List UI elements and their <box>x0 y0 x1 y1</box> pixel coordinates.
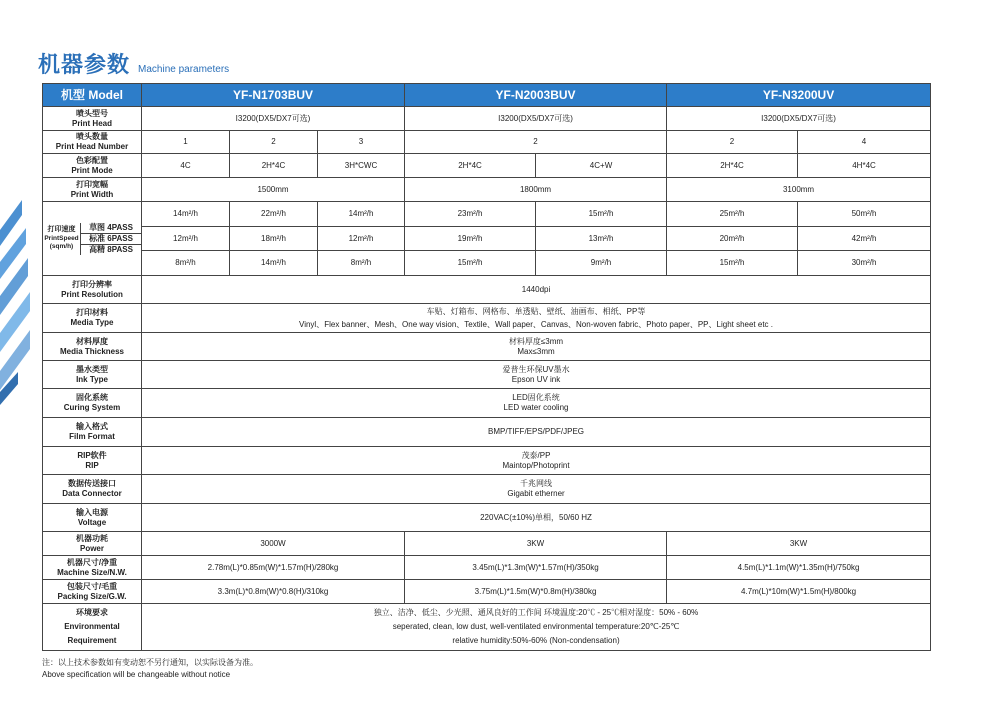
label-en: Curing System <box>63 403 121 412</box>
row-label-print-mode <box>43 154 142 178</box>
cell-value: 2 <box>405 131 667 154</box>
label-zh: 输入格式 <box>76 422 108 431</box>
cell-value: 4.7m(L)*10m(W)*1.5m(H)/800kg <box>667 580 931 604</box>
cell-value: 3H*CWC <box>318 154 405 178</box>
cell-value: 3000W <box>142 532 405 556</box>
table-row <box>43 475 931 504</box>
label-zh: 打印材料 <box>76 308 108 317</box>
value-line: 千兆网线 <box>520 479 553 488</box>
page-title <box>38 48 229 79</box>
cell-value: 20m²/h <box>667 227 798 251</box>
cell-value: 3 <box>318 131 405 154</box>
cell-value: 9m²/h <box>536 251 667 276</box>
label-zh: 环境要求 <box>76 608 108 617</box>
cell-value <box>142 389 931 418</box>
row-label-media-type <box>43 304 142 333</box>
value-line: 独立、洁净、低尘、少光照、通风良好的工作间 环境温度:20℃ - 25℃相对湿度：50% - 60% <box>373 608 699 617</box>
cell-value <box>142 604 931 651</box>
cell-value: 23m²/h <box>405 202 536 227</box>
row-label-head-number <box>43 131 142 154</box>
model-1: YF-N1703BUV <box>142 84 405 107</box>
row-label-resolution <box>43 276 142 304</box>
table-row <box>43 178 931 202</box>
table-row <box>43 304 931 333</box>
label-en: PrintSpeed <box>44 234 79 242</box>
cell-value: 42m²/h <box>798 227 931 251</box>
cell-value: 220VAC(±10%)单相，50/60 HZ <box>142 504 931 532</box>
label-zh: 打印速度 <box>47 226 76 233</box>
label-en: Power <box>79 543 104 553</box>
label-zh: 喷头型号 <box>76 108 108 118</box>
table-row <box>43 154 931 178</box>
cell-value: 3.75m(L)*1.5m(W)*0.8m(H)/380kg <box>405 580 667 604</box>
label-zh: 墨水类型 <box>76 364 108 374</box>
row-label-power <box>43 532 142 556</box>
cell-value: I3200(DX5/DX7可选) <box>142 107 405 131</box>
cell-value: 2H*4C <box>405 154 536 178</box>
table-row <box>43 447 931 475</box>
row-label-voltage <box>43 504 142 532</box>
cell-value: 19m²/h <box>405 227 536 251</box>
cell-value <box>142 447 931 475</box>
row-label-curing <box>43 389 142 418</box>
row-label-rip <box>43 447 142 475</box>
cell-value: 4H*4C <box>798 154 931 178</box>
table-row <box>43 251 931 276</box>
cell-value: 1800mm <box>405 178 667 202</box>
label-en: Film Format <box>69 432 115 441</box>
label-en: Print Head <box>71 118 112 128</box>
cell-value: 50m²/h <box>798 202 931 227</box>
value-line: 车贴、灯箱布、网格布、单透贴、壁纸、油画布、相纸、PP等 <box>426 306 646 316</box>
label-zh: 打印宽幅 <box>76 179 108 189</box>
table-row <box>43 389 931 418</box>
row-label-print-speed <box>43 202 142 276</box>
model-2: YF-N2003BUV <box>405 84 667 107</box>
label-en: Requirement <box>67 636 117 645</box>
title-english: Machine parameters <box>138 64 230 75</box>
label-zh: 包装尺寸/毛重 <box>66 581 118 591</box>
value-line: Maintop/Photoprint <box>502 460 570 470</box>
cell-value: 2 <box>230 131 318 154</box>
row-label-machine-size <box>43 556 142 580</box>
table-row <box>43 504 931 532</box>
cell-value: 8m²/h <box>318 251 405 276</box>
footnote-chinese: 注：以上技术参数如有变动恕不另行通知，以实际设备为准。 <box>42 658 258 667</box>
table-row <box>43 227 931 251</box>
cell-value: 1500mm <box>142 178 405 202</box>
table-row <box>43 202 931 227</box>
cell-value: 15m²/h <box>536 202 667 227</box>
label-en: Ink Type <box>76 374 108 384</box>
label-zh: 数据传送接口 <box>68 479 116 488</box>
cell-value: 4C+W <box>536 154 667 178</box>
table-row <box>43 580 931 604</box>
value-line: 材料厚度≤3mm <box>508 336 564 346</box>
cell-value: 2.78m(L)*0.85m(W)*1.57m(H)/280kg <box>142 556 405 580</box>
cell-value: 2H*4C <box>667 154 798 178</box>
spec-table <box>42 83 931 651</box>
value-line: LED固化系统 <box>512 393 560 402</box>
cell-value: 3.3m(L)*0.8m(W)*0.8(H)/310kg <box>142 580 405 604</box>
cell-value: 14m²/h <box>142 202 230 227</box>
label-zh: RIP软件 <box>77 450 107 460</box>
row-label-packing-size <box>43 580 142 604</box>
cell-value: 18m²/h <box>230 227 318 251</box>
cell-value: 12m²/h <box>142 227 230 251</box>
label-zh: 喷头数量 <box>76 132 108 141</box>
cell-value: 25m²/h <box>667 202 798 227</box>
label-unit: (sqm/h) <box>49 242 74 250</box>
value-line: 爱普生环保UV墨水 <box>502 364 570 374</box>
cell-value <box>142 475 931 504</box>
cell-value: 15m²/h <box>667 251 798 276</box>
cell-value: 4.5m(L)*1.1m(W)*1.35m(H)/750kg <box>667 556 931 580</box>
cell-value: 3KW <box>667 532 931 556</box>
cell-value: 15m²/h <box>405 251 536 276</box>
cell-value <box>142 361 931 389</box>
pass-mode-label: 高精 8PASS <box>89 244 133 254</box>
value-line: relative humidity:50%-60% (Non-condensation) <box>452 636 620 645</box>
label-zh: 打印分辨率 <box>72 279 112 289</box>
cell-value: 2H*4C <box>230 154 318 178</box>
cell-value: I3200(DX5/DX7可选) <box>667 107 931 131</box>
row-label-media-thickness <box>43 333 142 361</box>
label-zh: 输入电源 <box>76 507 108 517</box>
label-en: Media Thickness <box>59 346 125 356</box>
value-line: seperated, clean, low dust, well-ventilated environmental temperature:20℃-25℃ <box>392 622 680 631</box>
model-header-row <box>43 84 931 107</box>
value-line: Vinyl、Flex banner、Mesh、One way vision、Textile、Wall paper、Canvas、Non-woven fabric、Photo paper、PP、Light sheet etc . <box>299 319 773 329</box>
cell-value: 12m²/h <box>318 227 405 251</box>
label-en: Print Resolution <box>61 289 123 299</box>
cell-value: 1440dpi <box>142 276 931 304</box>
table-row <box>43 604 931 651</box>
model-3: YF-N3200UV <box>667 84 931 107</box>
table-row <box>43 131 931 154</box>
cell-value: 22m²/h <box>230 202 318 227</box>
label-zh: 色彩配置 <box>76 155 108 165</box>
pass-mode-label: 草图 4PASS <box>81 223 141 234</box>
decorative-stripes <box>0 0 34 703</box>
table-row <box>43 333 931 361</box>
cell-value <box>142 333 931 361</box>
row-label-print-width <box>43 178 142 202</box>
row-label-ink-type <box>43 361 142 389</box>
value-line: Max≤3mm <box>517 346 555 356</box>
cell-value: 3.45m(L)*1.3m(W)*1.57m(H)/350kg <box>405 556 667 580</box>
cell-value: 14m²/h <box>318 202 405 227</box>
cell-value: 4 <box>798 131 931 154</box>
label-en: RIP <box>85 460 99 470</box>
row-label-environment <box>43 604 142 651</box>
value-line: 茂泰/PP <box>521 450 551 460</box>
table-row <box>43 276 931 304</box>
footnote-english: Above specification will be changeable without notice <box>42 670 231 679</box>
label-en: Voltage <box>77 517 107 527</box>
row-label-data-connector <box>43 475 142 504</box>
cell-value: 14m²/h <box>230 251 318 276</box>
model-label: 机型 Model <box>43 84 142 107</box>
value-line: LED water cooling <box>503 403 569 412</box>
pass-mode-label: 标准 6PASS <box>81 234 141 245</box>
label-zh: 机器功耗 <box>76 533 108 543</box>
label-en: Packing Size/G.W. <box>57 591 127 601</box>
label-en: Print Width <box>70 189 114 199</box>
row-label-film-format <box>43 418 142 447</box>
label-en: Print Head Number <box>55 142 129 151</box>
table-row <box>43 361 931 389</box>
label-en: Environmental <box>64 622 120 631</box>
cell-value: I3200(DX5/DX7可选) <box>405 107 667 131</box>
cell-value: 4C <box>142 154 230 178</box>
table-row <box>43 556 931 580</box>
label-en: Machine Size/N.W. <box>57 567 127 577</box>
table-row <box>43 532 931 556</box>
cell-value: BMP/TIFF/EPS/PDF/JPEG <box>142 418 931 447</box>
label-en: Media Type <box>70 318 114 327</box>
cell-value: 13m²/h <box>536 227 667 251</box>
table-row <box>43 418 931 447</box>
label-zh: 机器尺寸/净重 <box>66 557 118 567</box>
value-line: Epson UV ink <box>511 374 561 384</box>
label-zh: 固化系统 <box>76 393 108 402</box>
cell-value: 30m²/h <box>798 251 931 276</box>
cell-value: 3100mm <box>667 178 931 202</box>
cell-value: 1 <box>142 131 230 154</box>
cell-value: 8m²/h <box>142 251 230 276</box>
row-label-print-head <box>43 107 142 131</box>
cell-value: 3KW <box>405 532 667 556</box>
label-en: Data Connector <box>62 489 122 498</box>
cell-value <box>142 304 931 333</box>
cell-value: 2 <box>667 131 798 154</box>
value-line: Gigabit etherner <box>507 489 565 498</box>
label-zh: 材料厚度 <box>76 336 108 346</box>
table-row <box>43 107 931 131</box>
title-chinese: 机器参数 <box>38 53 131 78</box>
label-en: Print Mode <box>71 165 113 175</box>
